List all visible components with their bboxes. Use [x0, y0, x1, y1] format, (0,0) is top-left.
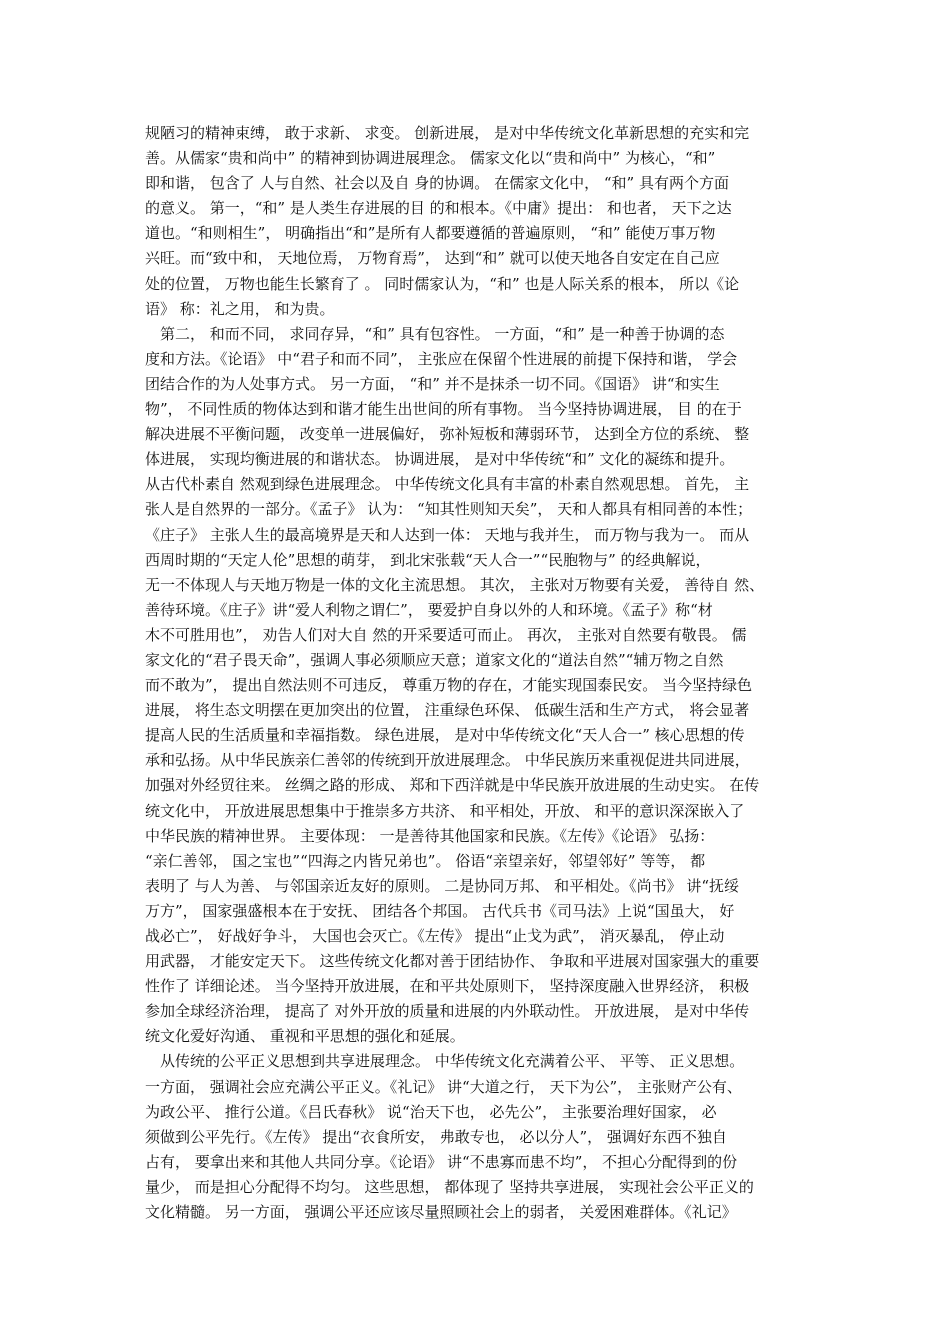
- text-line: 处的位置， 万物也能生长繁育了 。 同时儒家认为，“和” 也是人际关系的根本， 所以《论: [145, 274, 740, 293]
- text-line: 规陋习的精神束缚， 敢于求新、 求变。 创新进展， 是对中华传统文化革新思想的充实和完: [145, 124, 750, 142]
- text-line: 占有， 要拿出来和其他人共同分享。《论语》 讲“不患寡而患不均”， 不担心分配得到的份: [145, 1152, 738, 1171]
- text-line: 承和弘扬。从中华民族亲仁善邻的传统到开放进展理念。 中华民族历来重视促进共同进展，: [145, 751, 750, 770]
- text-line: 体进展， 实现均衡进展的和谐状态。 协调进展， 是对中华传统“和” 文化的凝练和提升。: [145, 450, 735, 469]
- text-line: 第二， 和而不同， 求同存异，“和” 具有包容性。 一方面，“和” 是一种善于协调的态: [145, 324, 725, 343]
- text-line: 战必亡”， 好战好争斗， 大国也会灭亡。《左传》 提出“止戈为武”， 消灭暴乱， 停止动: [145, 927, 725, 945]
- text-line: 从古代朴素自 然观到绿色进展理念。 中华传统文化具有丰富的朴素自然观思想。 首先， 主: [145, 475, 750, 494]
- text-line: 而不敢为”， 提出自然法则不可违反， 尊重万物的存在，才能实现国泰民安。 当今坚持绿色: [145, 676, 752, 695]
- text-line: 文化精髓。 另一方面， 强调公平还应该尽量照顾社会上的弱者， 关爱困难群体。《礼记》: [145, 1203, 737, 1222]
- text-line: 西周时期的“天定人伦”思想的萌芽， 到北宋张载“天人合一”“民胞物与” 的经典解说，: [145, 550, 711, 569]
- text-line: 家文化的“君子畏天命”，强调人事必须顺应天意；道家文化的“道法自然”“辅万物之自然: [145, 650, 724, 669]
- text-line: 兴旺。而“致中和， 天地位焉， 万物育焉”， 达到“和” 就可以使天地各自安定在自己应: [145, 249, 720, 268]
- text-line: 用武器， 才能安定天下。 这些传统文化都对善于团结协作、 争取和平进展对国家强大的重要: [145, 952, 760, 971]
- text-line: 度和方法。《论语》 中“君子和而不同”， 主张应在保留个性进展的前提下保持和谐， 学会: [145, 349, 738, 368]
- text-line: 道也。“和则相生”， 明确指出“和”是所有人都要遵循的普遍原则， “和” 能使万事万物: [145, 224, 716, 243]
- text-line: 从传统的公平正义思想到共享进展理念。 中华传统文化充满着公平、 平等、 正义思想。: [145, 1052, 745, 1071]
- text-line: 统文化中， 开放进展思想集中于推崇多方共济、 和平相处，开放、 和平的意识深深嵌入了: [145, 801, 745, 820]
- text-line: 进展， 将生态文明摆在更加突出的位置， 注重绿色环保、 低碳生活和生产方式， 将会显著: [145, 701, 750, 720]
- text-line: 提高人民的生活质量和幸福指数。 绿色进展， 是对中华传统文化“天人合一” 核心思想的传: [145, 726, 745, 745]
- text-line: 解决进展不平衡问题， 改变单一进展偏好， 弥补短板和薄弱环节， 达到全方位的系统、 整: [145, 425, 750, 444]
- text-line: 量少， 而是担心分配得不均匀。 这些思想， 都体现了 坚持共享进展， 实现社会公平正义的: [145, 1177, 754, 1196]
- text-line: 张人是自然界的一部分。《孟子》 认为： “知其性则知天矣”， 天和人都具有相同善的本性；: [145, 500, 753, 519]
- text-line: 木不可胜用也”， 劝告人们对大自 然的开采要适可而止。 再次， 主张对自然要有敬畏。 儒: [145, 625, 747, 644]
- text-line: 中华民族的精神世界。 主要体现： 一是善待其他国家和民族。《左传》《论语》 弘扬：: [145, 826, 715, 845]
- text-line: 为政公平、 推行公道。《吕氏春秋》 说“治天下也， 必先公”， 主张要治理好国家， 必: [145, 1102, 717, 1121]
- text-line: “亲仁善邻， 国之宝也”“四海之内皆兄弟也”。 俗语“亲望亲好，邻望邻好” 等等， 都: [145, 851, 706, 870]
- text-line: 无一不体现人与天地万物是一体的文化主流思想。 其次， 主张对万物要有关爱， 善待自 然、: [145, 575, 765, 594]
- text-line: 一方面， 强调社会应充满公平正义。《礼记》 讲“大道之行， 天下为公”， 主张财产公有、: [145, 1077, 742, 1096]
- text-line: 万方”， 国家强盛根本在于安抚、 团结各个邦国。 古代兵书《司马法》上说“国虽大， 好: [145, 901, 735, 920]
- text-line: 《庄子》 主张人生的最高境界是天和人达到一体： 天地与我并生， 而万物与我为一。 而从: [145, 525, 750, 544]
- text-line: 即和谐， 包含了 人与自然、社会以及自 身的协调。 在儒家文化中， “和” 具有两个方面: [145, 174, 729, 193]
- text-line: 的意义。 第一，“和” 是人类生存进展的目 的和根本。《中庸》提出： 和也者， 天下之达: [145, 199, 732, 218]
- text-line: 统文化爱好沟通、 重视和平思想的强化和延展。: [145, 1027, 465, 1046]
- text-line: 物”， 不同性质的物体达到和谐才能生出世间的所有事物。 当今坚持协调进展， 目 的在于: [145, 400, 742, 419]
- text-line: 语》 称：礼之用， 和为贵。: [145, 299, 335, 318]
- text-line: 参加全球经济治理， 提高了 对外开放的质量和进展的内外联动性。 开放进展， 是对中华传: [145, 1002, 750, 1021]
- text-line: 性作了 详细论述。 当今坚持开放进展，在和平共处原则下， 坚持深度融入世界经济， 积极: [145, 977, 750, 996]
- text-line: 须做到公平先行。《左传》 提出“衣食所安， 弗敢专也， 必以分人”， 强调好东西不独自: [145, 1127, 727, 1146]
- text-line: 善待环境。《庄子》讲“爱人利物之谓仁”， 要爱护自身以外的人和环境。《孟子》称“材: [145, 600, 713, 619]
- text-line: 团结合作的为人处事方式。 另一方面， “和” 并不是抹杀一切不同。《国语》 讲“和实生: [145, 374, 720, 393]
- text-line: 加强对外经贸往来。 丝绸之路的形成、 郑和下西洋就是中华民族开放进展的生动史实。 在传: [145, 776, 760, 795]
- body-text: [145, 121, 815, 1225]
- text-line: 善。从儒家“贵和尚中” 的精神到协调进展理念。 儒家文化以“贵和尚中” 为核心，“和”: [145, 149, 716, 168]
- text-line: 表明了 与人为善、 与邻国亲近友好的原则。 二是协同万邦、 和平相处。《尚书》 讲“抚绥: [145, 876, 740, 895]
